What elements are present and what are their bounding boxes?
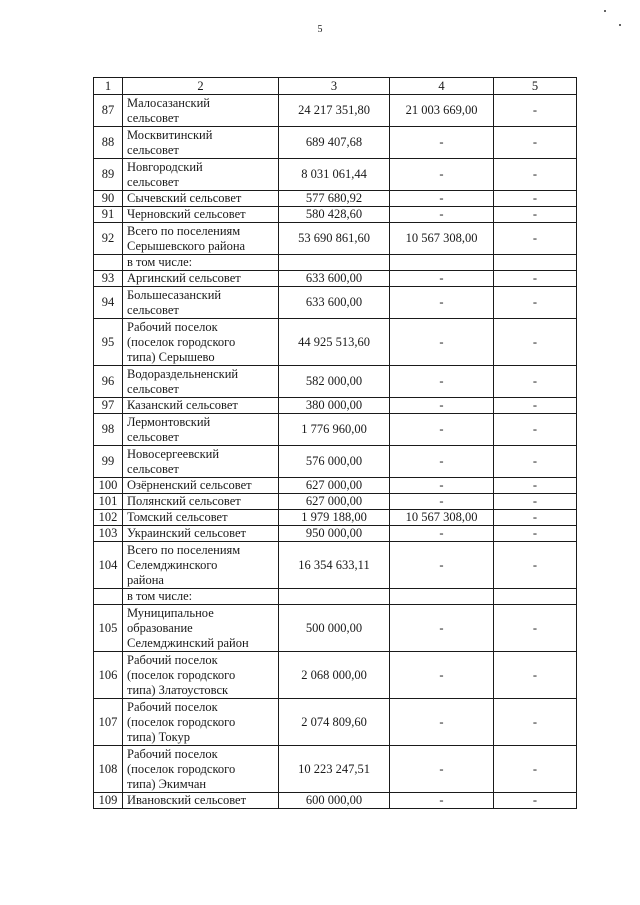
amount-cell: 633 600,00 bbox=[279, 271, 390, 287]
settlement-name-line: Озёрненский сельсовет bbox=[127, 478, 252, 492]
settlement-name-cell bbox=[123, 746, 279, 793]
settlement-name-cell bbox=[123, 319, 279, 366]
settlement-name-line: Казанский сельсовет bbox=[127, 398, 238, 412]
table-row bbox=[94, 414, 577, 446]
scan-speck bbox=[619, 24, 621, 26]
row-number-cell bbox=[94, 589, 123, 605]
table-row bbox=[94, 271, 577, 287]
amount-cell: 582 000,00 bbox=[279, 366, 390, 398]
settlement-name-line: (поселок городского bbox=[127, 334, 236, 349]
settlement-name-cell bbox=[123, 159, 279, 191]
amount-cell: - bbox=[494, 414, 577, 446]
settlement-name-line: Украинский сельсовет bbox=[127, 526, 246, 540]
amount-cell: - bbox=[494, 287, 577, 319]
page-number: 5 bbox=[317, 24, 323, 35]
header-cell: 4 bbox=[390, 78, 494, 95]
amount-cell: - bbox=[390, 652, 494, 699]
amount-cell: 24 217 351,80 bbox=[279, 95, 390, 127]
settlement-name-line: типа) Серышево bbox=[127, 349, 215, 364]
amount-cell: - bbox=[494, 526, 577, 542]
settlement-name-line: Селемджинского bbox=[127, 557, 218, 572]
settlement-name-line: Рабочий поселок bbox=[127, 652, 218, 667]
amount-cell: - bbox=[494, 398, 577, 414]
row-number-cell: 87 bbox=[94, 95, 123, 127]
settlement-name-cell bbox=[123, 478, 279, 494]
amount-cell: 44 925 513,60 bbox=[279, 319, 390, 366]
amount-cell: - bbox=[390, 699, 494, 746]
amount-cell: 576 000,00 bbox=[279, 446, 390, 478]
settlement-name-line: (поселок городского bbox=[127, 761, 236, 776]
amount-cell: 10 223 247,51 bbox=[279, 746, 390, 793]
header-cell: 1 bbox=[94, 78, 123, 95]
settlement-name-line: сельсовет bbox=[127, 461, 179, 476]
settlement-name-line: сельсовет bbox=[127, 381, 179, 396]
amount-cell: - bbox=[390, 542, 494, 589]
settlement-name-line: Лермонтовский bbox=[127, 414, 211, 429]
amount-cell: 380 000,00 bbox=[279, 398, 390, 414]
amount-cell: - bbox=[390, 366, 494, 398]
settlement-name-cell bbox=[123, 366, 279, 398]
amount-cell: 577 680,92 bbox=[279, 191, 390, 207]
amount-cell: - bbox=[390, 287, 494, 319]
amount-cell: - bbox=[390, 191, 494, 207]
amount-cell: - bbox=[494, 494, 577, 510]
amount-cell: - bbox=[494, 271, 577, 287]
row-number-cell: 95 bbox=[94, 319, 123, 366]
amount-cell: 689 407,68 bbox=[279, 127, 390, 159]
table-row bbox=[94, 699, 577, 746]
table-row bbox=[94, 542, 577, 589]
amount-cell: - bbox=[494, 793, 577, 809]
amount-cell: - bbox=[494, 605, 577, 652]
table-row bbox=[94, 446, 577, 478]
row-number-cell: 99 bbox=[94, 446, 123, 478]
amount-cell bbox=[279, 255, 390, 271]
amount-cell: - bbox=[390, 746, 494, 793]
settlement-name-line: Москвитинский bbox=[127, 127, 213, 142]
settlement-name-cell bbox=[123, 207, 279, 223]
settlement-name-line: Селемджинский район bbox=[127, 635, 249, 650]
settlement-name-line: Всего по поселениям bbox=[127, 223, 241, 238]
amount-cell bbox=[494, 255, 577, 271]
settlement-name-cell bbox=[123, 446, 279, 478]
settlement-name-line: в том числе: bbox=[127, 255, 193, 269]
amount-cell: - bbox=[494, 191, 577, 207]
row-number-cell: 91 bbox=[94, 207, 123, 223]
settlement-name-line: Муниципальное bbox=[127, 605, 214, 620]
row-number-cell: 97 bbox=[94, 398, 123, 414]
settlement-name-line: Серышевского района bbox=[127, 238, 246, 253]
settlement-name-line: Полянский сельсовет bbox=[127, 494, 241, 508]
amount-cell: 580 428,60 bbox=[279, 207, 390, 223]
row-number-cell: 98 bbox=[94, 414, 123, 446]
row-number-cell: 96 bbox=[94, 366, 123, 398]
row-number-cell: 92 bbox=[94, 223, 123, 255]
amount-cell: - bbox=[494, 510, 577, 526]
settlement-name-line: Новгородский bbox=[127, 159, 203, 174]
amount-cell: - bbox=[390, 793, 494, 809]
amount-cell: 627 000,00 bbox=[279, 494, 390, 510]
table-row bbox=[94, 319, 577, 366]
amount-cell: - bbox=[494, 366, 577, 398]
settlement-name-line: Всего по поселениям bbox=[127, 542, 241, 557]
amount-cell: - bbox=[494, 207, 577, 223]
amount-cell: - bbox=[390, 414, 494, 446]
settlement-name-cell bbox=[123, 542, 279, 589]
row-number-cell: 106 bbox=[94, 652, 123, 699]
row-number-cell: 103 bbox=[94, 526, 123, 542]
amount-cell: 16 354 633,11 bbox=[279, 542, 390, 589]
amount-cell: 500 000,00 bbox=[279, 605, 390, 652]
settlement-name-line: сельсовет bbox=[127, 302, 179, 317]
table-row bbox=[94, 510, 577, 526]
settlement-name-line: Томский сельсовет bbox=[127, 510, 228, 524]
amount-cell: 10 567 308,00 bbox=[390, 223, 494, 255]
settlement-name-cell bbox=[123, 494, 279, 510]
settlement-name-cell bbox=[123, 526, 279, 542]
table-row bbox=[94, 287, 577, 319]
amount-cell: - bbox=[494, 319, 577, 366]
table-row bbox=[94, 223, 577, 255]
amount-cell: - bbox=[390, 478, 494, 494]
table-row bbox=[94, 398, 577, 414]
amount-cell: - bbox=[390, 207, 494, 223]
settlement-name-cell bbox=[123, 510, 279, 526]
amount-cell: - bbox=[390, 446, 494, 478]
table-row bbox=[94, 159, 577, 191]
amount-cell: 10 567 308,00 bbox=[390, 510, 494, 526]
row-number-cell: 102 bbox=[94, 510, 123, 526]
table-row bbox=[94, 127, 577, 159]
amount-cell: - bbox=[494, 127, 577, 159]
table-row bbox=[94, 793, 577, 809]
settlement-name-cell bbox=[123, 255, 279, 271]
settlement-name-cell bbox=[123, 398, 279, 414]
settlement-name-line: Малосазанский bbox=[127, 95, 210, 110]
amount-cell: - bbox=[390, 398, 494, 414]
settlement-name-line: (поселок городского bbox=[127, 667, 236, 682]
row-number-cell: 107 bbox=[94, 699, 123, 746]
amount-cell: 633 600,00 bbox=[279, 287, 390, 319]
settlement-name-line: образование bbox=[127, 620, 193, 635]
row-number-cell: 109 bbox=[94, 793, 123, 809]
row-number-cell: 108 bbox=[94, 746, 123, 793]
table-row bbox=[94, 191, 577, 207]
header-cell: 2 bbox=[123, 78, 279, 95]
settlement-name-cell bbox=[123, 414, 279, 446]
row-number-cell: 93 bbox=[94, 271, 123, 287]
settlement-name-cell bbox=[123, 605, 279, 652]
amount-cell bbox=[279, 589, 390, 605]
table-row bbox=[94, 95, 577, 127]
settlement-name-line: Черновский сельсовет bbox=[127, 207, 246, 221]
amount-cell: 53 690 861,60 bbox=[279, 223, 390, 255]
table-row bbox=[94, 366, 577, 398]
settlement-name-cell bbox=[123, 223, 279, 255]
header-cell: 3 bbox=[279, 78, 390, 95]
header-cell: 5 bbox=[494, 78, 577, 95]
row-number-cell: 100 bbox=[94, 478, 123, 494]
amount-cell: - bbox=[390, 127, 494, 159]
settlement-name-cell bbox=[123, 127, 279, 159]
header-row bbox=[94, 78, 577, 95]
table-row bbox=[94, 589, 577, 605]
settlement-name-line: сельсовет bbox=[127, 110, 179, 125]
settlement-name-cell bbox=[123, 652, 279, 699]
amount-cell: - bbox=[494, 95, 577, 127]
settlement-name-line: Сычевский сельсовет bbox=[127, 191, 242, 205]
table-row bbox=[94, 746, 577, 793]
settlement-name-line: Ивановский сельсовет bbox=[127, 793, 247, 807]
amount-cell: - bbox=[494, 223, 577, 255]
settlement-name-line: в том числе: bbox=[127, 589, 193, 603]
amount-cell: - bbox=[390, 605, 494, 652]
scan-speck bbox=[604, 10, 606, 12]
amount-cell bbox=[390, 255, 494, 271]
amount-cell: - bbox=[494, 746, 577, 793]
settlement-name-line: Водораздельненский bbox=[127, 366, 239, 381]
amount-cell: - bbox=[390, 159, 494, 191]
amount-cell: 2 074 809,60 bbox=[279, 699, 390, 746]
table-row bbox=[94, 478, 577, 494]
amount-cell: 1 979 188,00 bbox=[279, 510, 390, 526]
row-number-cell: 90 bbox=[94, 191, 123, 207]
settlement-name-line: Рабочий поселок bbox=[127, 746, 218, 761]
settlement-name-line: сельсовет bbox=[127, 174, 179, 189]
settlement-name-line: сельсовет bbox=[127, 429, 179, 444]
table-row bbox=[94, 207, 577, 223]
amount-cell: 2 068 000,00 bbox=[279, 652, 390, 699]
settlement-name-cell bbox=[123, 589, 279, 605]
row-number-cell: 104 bbox=[94, 542, 123, 589]
table-row bbox=[94, 255, 577, 271]
amount-cell: - bbox=[390, 494, 494, 510]
row-number-cell: 105 bbox=[94, 605, 123, 652]
amount-cell: - bbox=[390, 526, 494, 542]
settlement-name-line: Рабочий поселок bbox=[127, 319, 218, 334]
amount-cell: - bbox=[390, 319, 494, 366]
settlement-name-line: типа) Токур bbox=[127, 729, 191, 744]
amount-cell: - bbox=[494, 542, 577, 589]
settlement-name-line: Рабочий поселок bbox=[127, 699, 218, 714]
settlement-name-line: Новосергеевский bbox=[127, 446, 220, 461]
table-row bbox=[94, 494, 577, 510]
settlement-name-cell bbox=[123, 793, 279, 809]
amount-cell: 8 031 061,44 bbox=[279, 159, 390, 191]
row-number-cell: 101 bbox=[94, 494, 123, 510]
table-row bbox=[94, 526, 577, 542]
amount-cell: - bbox=[494, 159, 577, 191]
amount-cell: - bbox=[494, 652, 577, 699]
settlement-name-cell bbox=[123, 287, 279, 319]
row-number-cell: 88 bbox=[94, 127, 123, 159]
settlement-name-cell bbox=[123, 191, 279, 207]
amount-cell bbox=[494, 589, 577, 605]
amount-cell: - bbox=[494, 478, 577, 494]
settlement-name-line: типа) Златоустовск bbox=[127, 682, 229, 697]
table-row bbox=[94, 652, 577, 699]
amount-cell: - bbox=[494, 446, 577, 478]
settlement-name-line: района bbox=[127, 572, 164, 587]
settlement-name-cell bbox=[123, 271, 279, 287]
settlement-name-line: сельсовет bbox=[127, 142, 179, 157]
settlement-name-line: типа) Экимчан bbox=[127, 776, 207, 791]
amount-cell bbox=[390, 589, 494, 605]
settlement-name-line: (поселок городского bbox=[127, 714, 236, 729]
settlement-name-line: Аргинский сельсовет bbox=[127, 271, 241, 285]
settlement-name-cell bbox=[123, 95, 279, 127]
table-row bbox=[94, 605, 577, 652]
amount-cell: 21 003 669,00 bbox=[390, 95, 494, 127]
amount-cell: - bbox=[494, 699, 577, 746]
amount-cell: 627 000,00 bbox=[279, 478, 390, 494]
row-number-cell: 89 bbox=[94, 159, 123, 191]
amount-cell: - bbox=[390, 271, 494, 287]
budget-table bbox=[93, 77, 577, 809]
settlement-name-cell bbox=[123, 699, 279, 746]
row-number-cell bbox=[94, 255, 123, 271]
amount-cell: 1 776 960,00 bbox=[279, 414, 390, 446]
row-number-cell: 94 bbox=[94, 287, 123, 319]
amount-cell: 600 000,00 bbox=[279, 793, 390, 809]
amount-cell: 950 000,00 bbox=[279, 526, 390, 542]
settlement-name-line: Большесазанский bbox=[127, 287, 222, 302]
